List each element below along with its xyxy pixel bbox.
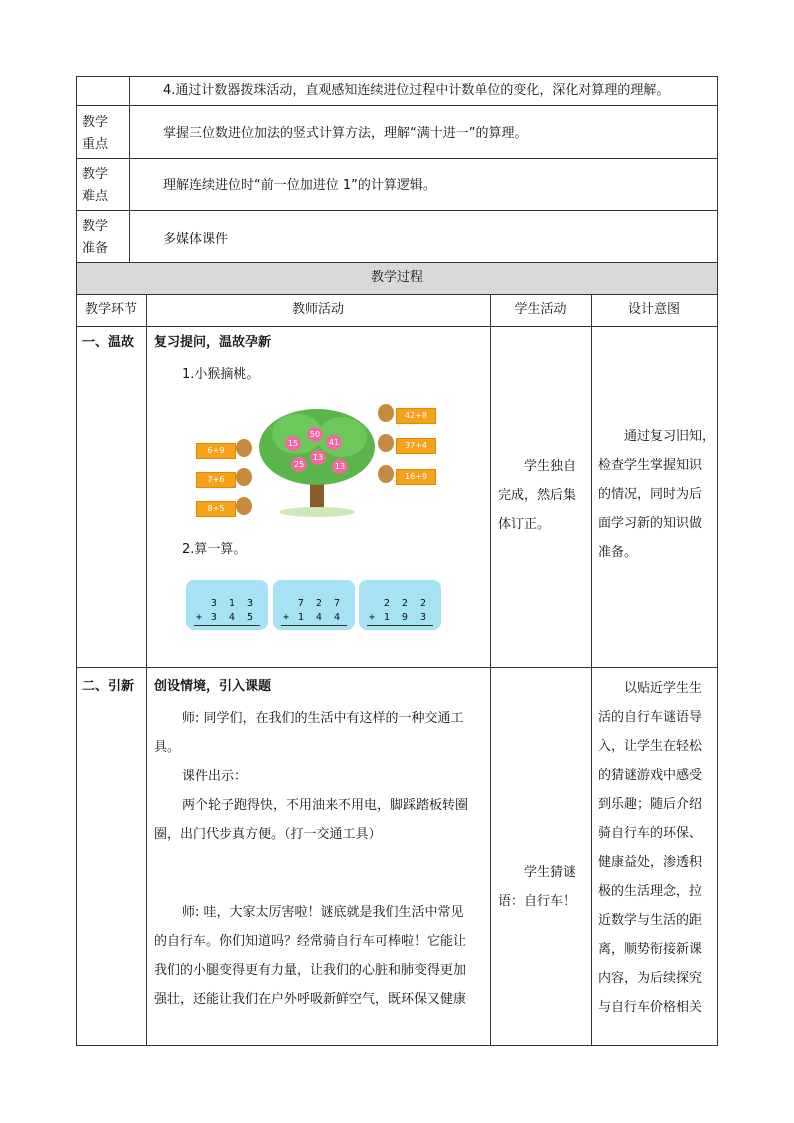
rule [76,1045,718,1046]
peach: 15 [285,436,301,451]
text-line: 语：自行车！ [498,894,577,909]
text-line: 圈，出门代步真方便。（打一交通工具） [154,827,382,842]
text-line: 与自行车价格相关 [598,1000,703,1015]
text-line: 面学习新的知识做 [598,516,703,531]
rule [76,210,718,211]
rule [76,262,718,263]
rule [591,294,592,1046]
peach: 50 [307,427,323,442]
text-line: 体订正。 [498,517,551,532]
addend-top: 2 2 2 [383,598,429,609]
rule [76,76,77,1046]
section1-title: 复习提问，温故孕新 [154,335,272,350]
monkey-icon [378,434,394,452]
col-intent: 设计意图 [627,302,680,317]
monkey-icon [236,439,252,457]
section2-teacher [154,704,490,849]
text-line: 活的自行车谜语导 [598,710,703,725]
text-line: 极的生活理念，拉 [598,884,703,899]
left-tag: 7+6 [196,472,236,488]
peach: 41 [326,435,342,450]
peach: 13 [332,459,348,474]
calc-card [359,580,441,630]
section2-title: 创设情境，引入课题 [154,679,272,694]
label-line: 教学 [82,219,109,234]
text-line: 课件出示： [182,769,248,784]
calc-card [273,580,355,630]
rule [76,76,718,77]
rule [490,294,491,1046]
text-line: 骑自行车的环保、 [598,826,703,841]
col-teacher: 教师活动 [291,302,344,317]
label-line: 教学 [82,167,109,182]
preparation-label [82,216,132,260]
peach: 13 [310,450,326,465]
answer-line [194,625,260,626]
left-tag: 6+9 [196,443,236,459]
text-line: 准备。 [598,545,638,560]
rule [76,667,718,668]
text-line: 健康益处，渗透积 [598,855,703,870]
monkey-icon [236,497,252,515]
plus-sign: + [196,612,203,623]
section2-teacher-cont [154,898,490,1014]
text-line: 的猜谜游戏中感受 [598,768,703,783]
col-student: 学生活动 [514,302,567,317]
label-line: 重点 [82,137,109,152]
plus-sign: + [369,612,376,623]
section1-student [498,452,590,539]
section2-stage: 二、引新 [82,679,135,694]
text-line: 学生猜谜 [524,865,577,880]
key-points-text: 掌握三位数进位加法的竖式计算方法，理解“满十进一”的算理。 [163,126,528,141]
section1-intent [598,422,718,567]
monkey-peach-illustration [192,392,438,522]
text-line: 师: 同学们，在我们的生活中有这样的一种交通工 [182,711,464,726]
difficulties-label [82,164,132,208]
rule [146,294,147,1046]
text-line: 的情况，同时为后 [598,487,703,502]
difficulties-text: 理解连续进位时“前一位加进位 1”的计算逻辑。 [163,178,436,193]
text-line: 强壮，还能让我们在户外呼吸新鲜空气，既环保又健康 [154,992,467,1007]
addend-top: 3 1 3 [210,598,256,609]
section1-stage: 一、温故 [82,335,135,350]
right-tag: 42+8 [396,408,436,424]
addend-top: 7 2 7 [297,598,343,609]
section1-item2: 2.算一算。 [182,542,247,557]
text-line: 通过复习旧知， [624,429,716,444]
monkey-icon [236,468,252,486]
text-line: 两个轮子跑得快，不用油来不用电，脚踩踏板转圈 [182,798,469,813]
right-tag: 37+4 [396,438,436,454]
monkey-icon [378,404,394,422]
addend-bottom: 1 9 3 [383,612,429,623]
rule [76,294,718,295]
process-header: 教学过程 [370,270,423,285]
text-line: 检查学生掌握知识 [598,458,703,473]
left-tag: 8+5 [196,501,236,517]
addend-bottom: 3 4 5 [210,612,256,623]
text-line: 具。 [154,740,181,755]
key-points-label [82,112,132,156]
monkey-icon [378,465,394,483]
text-line: 以贴近学生生 [624,681,703,696]
text-line: 近数学与生活的距 [598,913,703,928]
text-line: 完成，然后集 [498,488,577,503]
peach: 25 [291,457,307,472]
text-line: 离，顺势衔接新课 [598,942,703,957]
section2-intent [598,674,718,1022]
answer-line [367,625,433,626]
text-line: 到乐趣；随后介绍 [598,797,703,812]
rule [76,158,718,159]
label-line: 难点 [82,189,109,204]
preparation-text: 多媒体课件 [163,232,229,247]
text-line: 学生独自 [524,459,577,474]
text-line: 的自行车。你们知道吗？经常骑自行车可棒啦！它能让 [154,934,467,949]
text-line: 我们的小腿变得更有力量，让我们的心脏和肺变得更加 [154,963,467,978]
rule [76,326,718,327]
answer-line [281,625,347,626]
text-line: 内容，为后续探究 [598,971,703,986]
col-stage: 教学环节 [84,302,137,317]
section2-student [498,858,590,916]
right-tag: 16+9 [396,469,436,485]
label-line: 准备 [82,241,109,256]
objective-item-4: 4.通过计数器拨珠活动，直观感知连续进位过程中计数单位的变化，深化对算理的理解。 [163,83,670,98]
calc-card [186,580,268,630]
label-line: 教学 [82,115,109,130]
addend-bottom: 1 4 4 [297,612,343,623]
text-line: 入，让学生在轻松 [598,739,703,754]
plus-sign: + [283,612,290,623]
section1-item1: 1.小猴摘桃。 [182,367,260,382]
rule [76,105,718,106]
text-line: 师: 哇，大家太厉害啦！谜底就是我们生活中常见 [182,905,464,920]
